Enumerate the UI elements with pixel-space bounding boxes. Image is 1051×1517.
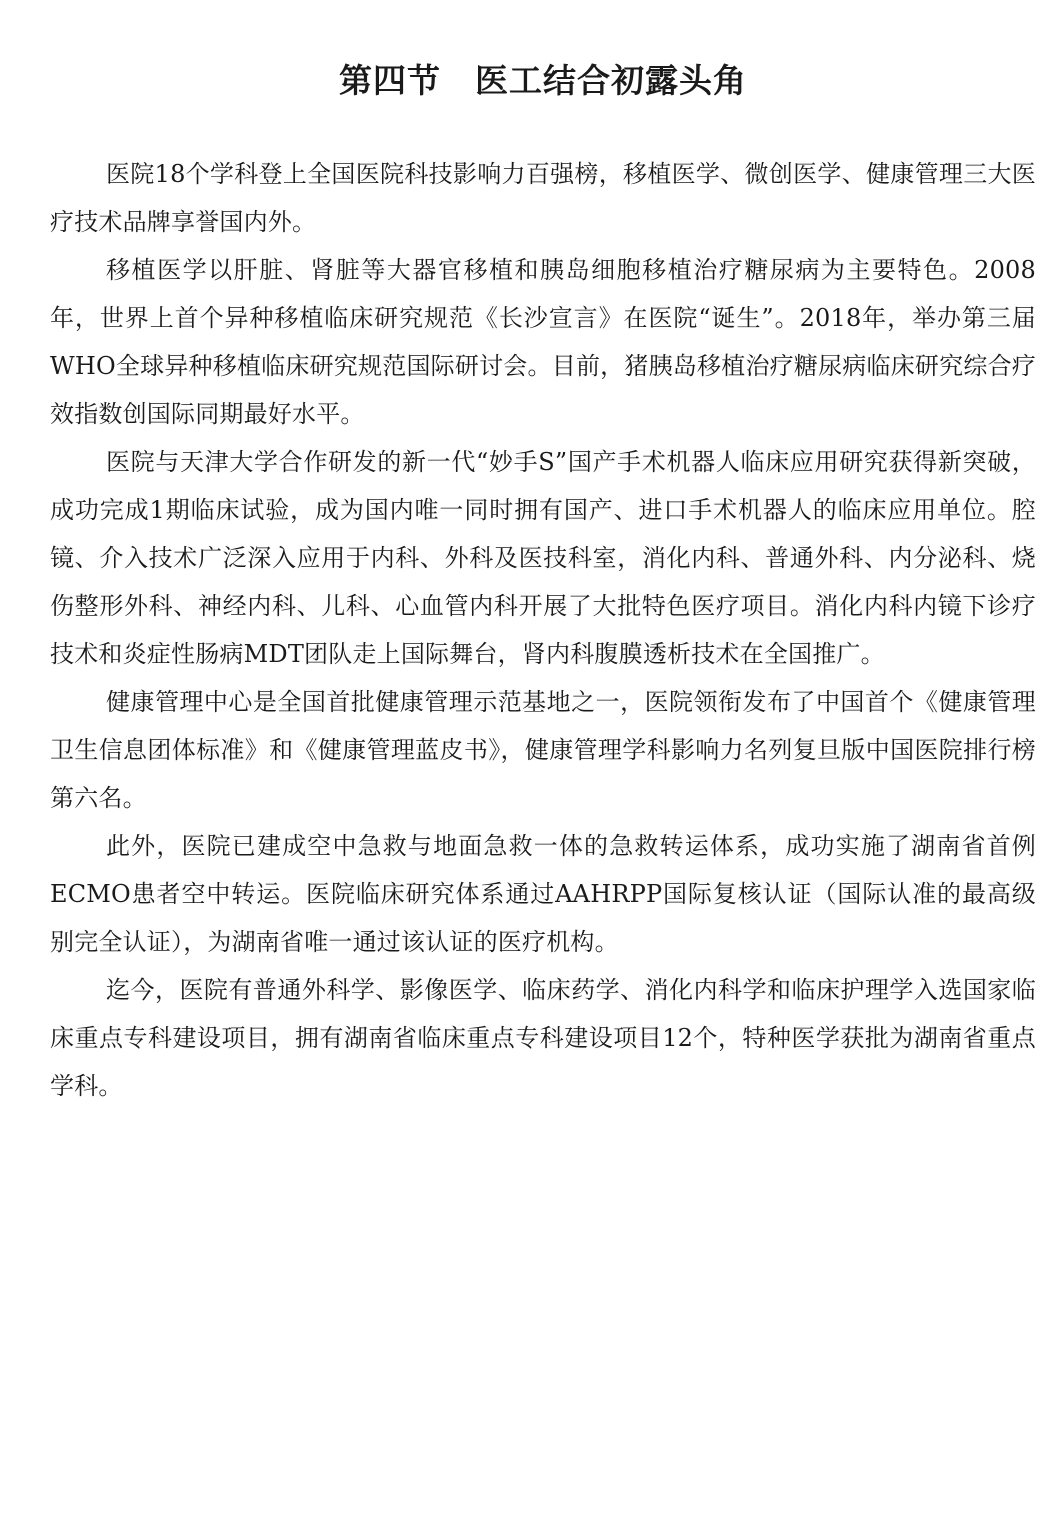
paragraph-5: 此外，医院已建成空中急救与地面急救一体的急救转运体系，成功实施了湖南省首例ECMO患者空中转运。医院临床研究体系通过AAHRPP国际复核认证（国际认准的最高级别完全认证），为湖南省唯一通过该认证的医疗机构。 [50, 832, 1036, 956]
document-page [50, 58, 1036, 1110]
section-title: 第四节 医工结合初露头角 [339, 61, 747, 100]
paragraph-4: 健康管理中心是全国首批健康管理示范基地之一，医院领衔发布了中国首个《健康管理卫生信息团体标准》和《健康管理蓝皮书》，健康管理学科影响力名列复旦版中国医院排行榜第六名。 [50, 688, 1036, 812]
paragraph-6: 迄今，医院有普通外科学、影像医学、临床药学、消化内科学和临床护理学入选国家临床重点专科建设项目，拥有湖南省临床重点专科建设项目12个，特种医学获批为湖南省重点学科。 [50, 976, 1036, 1100]
paragraph-2: 移植医学以肝脏、肾脏等大器官移植和胰岛细胞移植治疗糖尿病为主要特色。2008年，世界上首个异种移植临床研究规范《长沙宣言》在医院“诞生”。2018年，举办第三届WHO全球异种移植临床研究规范国际研讨会。目前，猪胰岛移植治疗糖尿病临床研究综合疗效指数创国际同期最好水平。 [50, 256, 1036, 428]
paragraph-1: 医院18个学科登上全国医院科技影响力百强榜，移植医学、微创医学、健康管理三大医疗技术品牌享誉国内外。 [50, 160, 1036, 236]
paragraph-3: 医院与天津大学合作研发的新一代“妙手S”国产手术机器人临床应用研究获得新突破，成功完成1期临床试验，成为国内唯一同时拥有国产、进口手术机器人的临床应用单位。腔镜、介入技术广泛深入应用于内科、外科及医技科室，消化内科、普通外科、内分泌科、烧伤整形外科、神经内科、儿科、心血管内科开展了大批特色医疗项目。消化内科内镜下诊疗技术和炎症性肠病MDT团队走上国际舞台，肾内科腹膜透析技术在全国推广。 [50, 448, 1036, 668]
